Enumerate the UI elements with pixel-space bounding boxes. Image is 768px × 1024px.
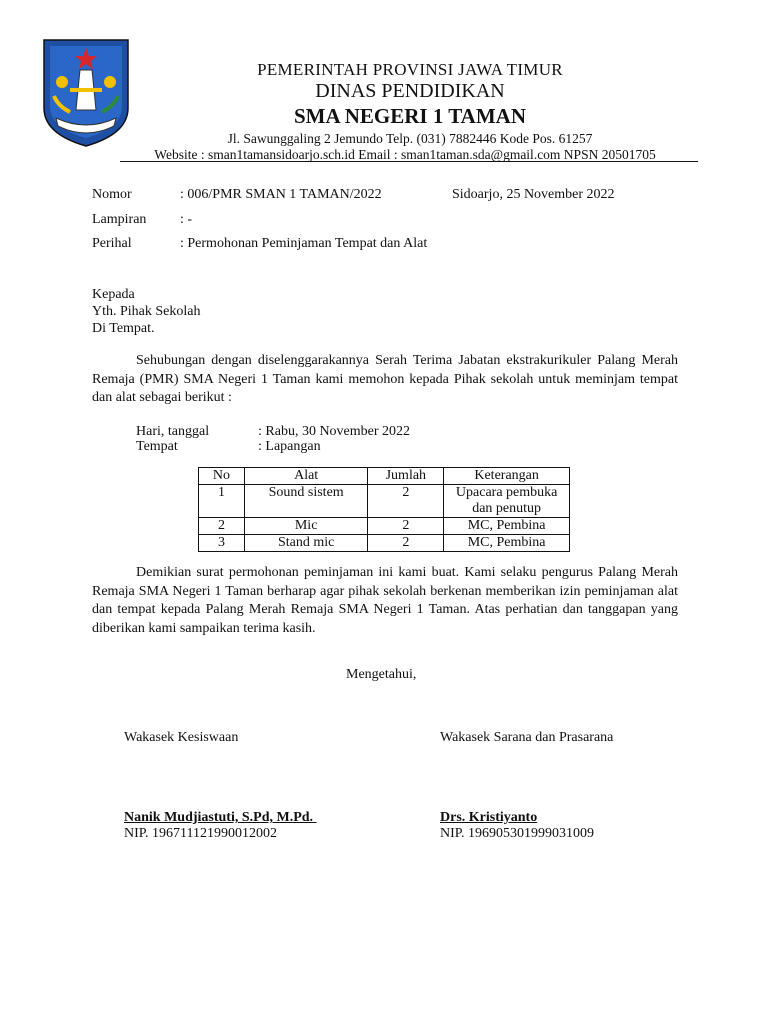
hari-value: : Rabu, 30 November 2022 — [258, 424, 411, 439]
cell-alat: Mic — [244, 518, 368, 535]
body-paragraph-2: Demikian surat permohonan peminjaman ini kami buat. Kami selaku pengurus Palang Merah Remaja SMA Negeri 1 Taman berharap agar pihak sekolah berkenan memberikan izin peminjaman alat dan tempat kepada Palang Merah Remaja SMA Negeri 1 Taman. Atas perhatian dan tanggapan yang diberikan kami sampaikan terima kasih. — [92, 565, 678, 636]
tempat-label: Tempat — [136, 439, 178, 454]
col-header-alat: Alat — [244, 468, 368, 485]
header-government: PEMERINTAH PROVINSI JAWA TIMUR — [257, 60, 563, 79]
col-header-no: No — [199, 468, 245, 485]
lampiran-label: Lampiran — [92, 212, 147, 227]
header-department: DINAS PENDIDIKAN — [315, 80, 505, 102]
signer-right-nip: NIP. 196905301999031009 — [440, 826, 595, 841]
signer-left-title: Wakasek Kesiswaan — [124, 730, 239, 745]
header-divider — [120, 161, 698, 162]
lampiran-value: : - — [180, 212, 193, 227]
table-row — [199, 535, 570, 552]
recipient-name: Yth. Pihak Sekolah — [92, 304, 201, 319]
signer-right-title: Wakasek Sarana dan Prasarana — [440, 730, 614, 745]
header-address: Jl. Sawunggaling 2 Jemundo Telp. (031) 7882446 Kode Pos. 61257 — [227, 131, 593, 146]
perihal-label: Perihal — [92, 236, 132, 251]
header-school-name: SMA NEGERI 1 TAMAN — [294, 104, 526, 128]
hari-label: Hari, tanggal — [136, 424, 210, 439]
cell-alat: Sound sistem — [244, 485, 368, 518]
signer-left-name: Nanik Mudjiastuti, S.Pd, M.Pd. — [124, 810, 317, 825]
letter-date: Sidoarjo, 25 November 2022 — [452, 187, 615, 202]
table-row — [199, 485, 570, 518]
cell-no: 1 — [199, 485, 245, 518]
body-paragraph-1: Sehubungan dengan diselenggarakannya Serah Terima Jabatan ekstrakurikuler Palang Merah Remaja (PMR) SMA Negeri 1 Taman kami memohon kepada Pihak sekolah untuk meminjam tempat dan alat sebagai berikut : — [92, 353, 678, 405]
cell-no: 2 — [199, 518, 245, 535]
cell-jumlah: 2 — [368, 485, 444, 518]
perihal-value: : Permohonan Peminjaman Tempat dan Alat — [180, 236, 428, 251]
cell-alat: Stand mic — [244, 535, 368, 552]
items-table — [198, 467, 570, 552]
nomor-value: : 006/PMR SMAN 1 TAMAN/2022 — [180, 187, 382, 202]
cell-no: 3 — [199, 535, 245, 552]
signer-left-nip: NIP. 196711121990012002 — [124, 826, 277, 841]
col-header-keterangan: Keterangan — [444, 468, 570, 485]
table-header-row — [199, 468, 570, 485]
cell-jumlah: 2 — [368, 518, 444, 535]
recipient-place: Di Tempat. — [92, 321, 155, 336]
tempat-value: : Lapangan — [258, 439, 321, 454]
cell-keterangan: MC, Pembina — [444, 535, 570, 552]
school-logo — [40, 36, 132, 148]
col-header-jumlah: Jumlah — [368, 468, 444, 485]
nomor-label: Nomor — [92, 187, 132, 202]
cell-keterangan: MC, Pembina — [444, 518, 570, 535]
recipient-kepada: Kepada — [92, 287, 135, 302]
table-row — [199, 518, 570, 535]
cell-jumlah: 2 — [368, 535, 444, 552]
signer-right-name: Drs. Kristiyanto — [440, 810, 538, 825]
header-website: Website : sman1tamansidoarjo.sch.id Email : sman1taman.sda@gmail.com NPSN 20501705 — [154, 147, 656, 162]
mengetahui: Mengetahui, — [346, 667, 417, 682]
cell-keterangan: Upacara pembuka dan penutup — [444, 485, 570, 518]
